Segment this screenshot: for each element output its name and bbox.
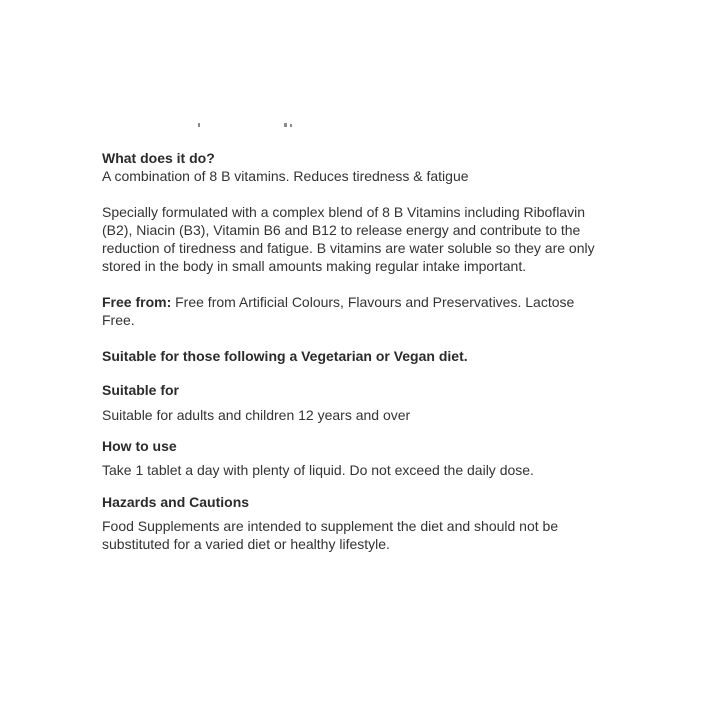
diet-section bbox=[102, 347, 622, 365]
what-does-it-do-heading: What does it do? bbox=[102, 150, 215, 166]
free-from-paragraph bbox=[102, 293, 602, 329]
suitable-for-section bbox=[102, 381, 622, 424]
hazards-text: Food Supplements are intended to supplement the diet and should not be substituted for a varied diet or healthy lifestyle. bbox=[102, 518, 559, 552]
what-does-it-do-summary: A combination of 8 B vitamins. Reduces tiredness & fatigue bbox=[102, 168, 469, 184]
text-fragment-artifact bbox=[290, 124, 292, 127]
how-to-use-text: Take 1 tablet a day with plenty of liquid. Do not exceed the daily dose. bbox=[102, 462, 534, 478]
what-does-it-do-section bbox=[102, 149, 622, 185]
how-to-use-heading: How to use bbox=[102, 438, 177, 454]
free-from-label: Free from: bbox=[102, 294, 172, 310]
hazards-section bbox=[102, 493, 622, 553]
diet-statement: Suitable for those following a Vegetarian or Vegan diet. bbox=[102, 348, 468, 364]
text-fragment-artifact bbox=[284, 123, 287, 127]
text-fragment-artifact bbox=[198, 123, 200, 127]
suitable-for-text: Suitable for adults and children 12 years and over bbox=[102, 407, 411, 423]
how-to-use-section bbox=[102, 437, 622, 479]
free-from-text: Free from Artificial Colours, Flavours and Preservatives. Lactose Free. bbox=[102, 294, 575, 328]
description-section bbox=[102, 203, 617, 275]
product-description: Specially formulated with a complex blend of 8 B Vitamins including Riboflavin (B2), Niacin (B3), Vitamin B6 and B12 to release energy and contribute to the reduction of tiredness and fatigue. B vitamins are water soluble so they are only stored in the body in small amounts making regular intake important. bbox=[102, 204, 595, 274]
free-from-section bbox=[102, 293, 602, 329]
hazards-heading: Hazards and Cautions bbox=[102, 494, 250, 510]
suitable-for-heading: Suitable for bbox=[102, 382, 180, 398]
